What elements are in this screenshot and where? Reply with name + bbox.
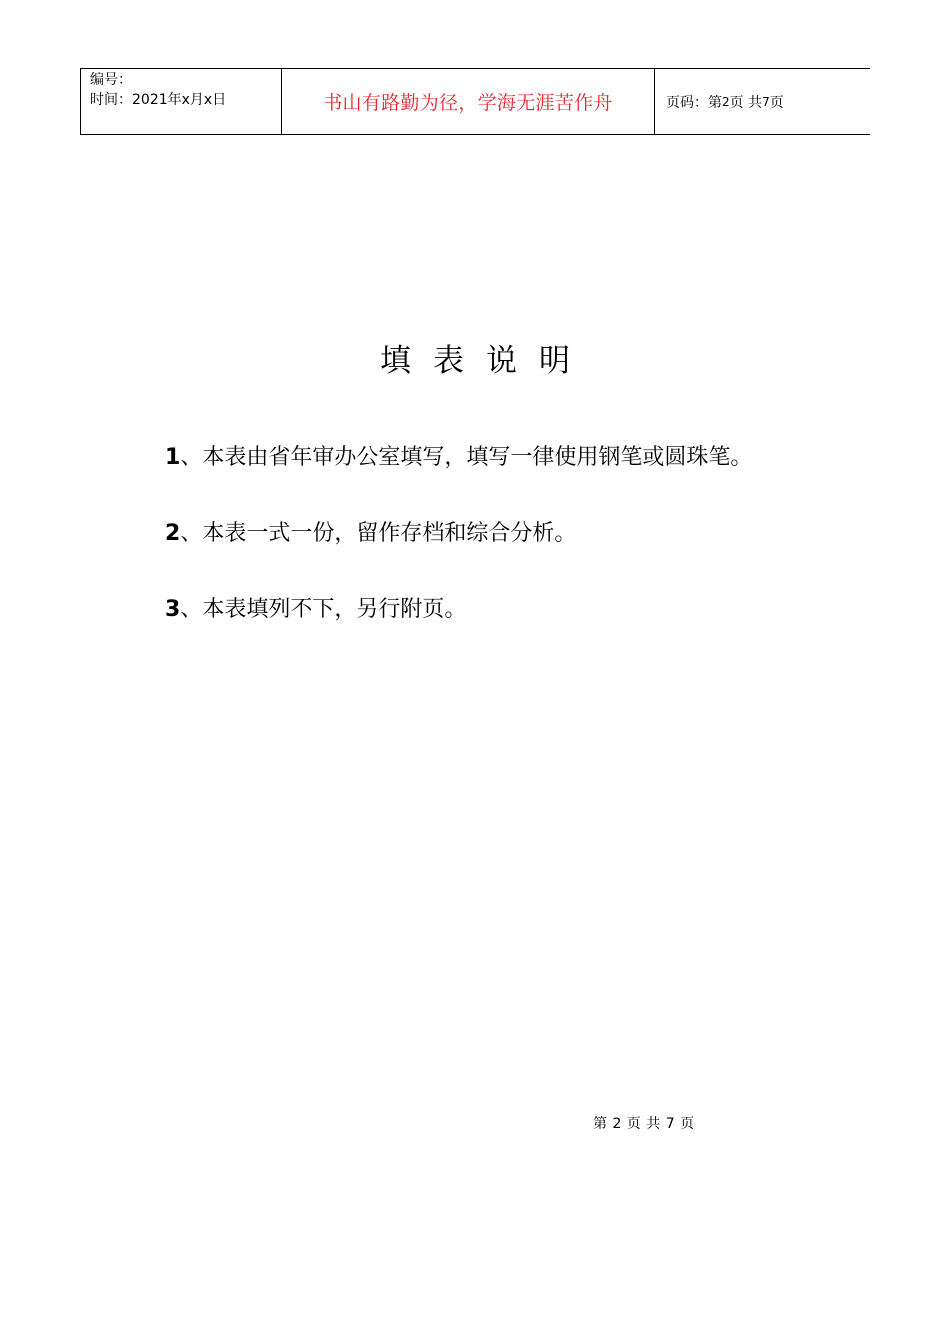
page-suffix: 页 — [769, 94, 784, 111]
instruction-text: 、本表一式一份，留作存档和综合分析。 — [180, 521, 577, 546]
title-char: 说 — [486, 343, 517, 379]
page-mid: 页 共 — [729, 94, 763, 111]
document-header — [80, 68, 870, 135]
instructions-list — [165, 440, 885, 668]
header-motto-cell — [282, 69, 655, 134]
time-value: 2021年x月x日 — [132, 92, 227, 108]
instruction-number: 1 — [165, 445, 181, 470]
page-title — [0, 335, 950, 380]
number-label: 编号： — [90, 72, 132, 88]
instruction-item — [165, 592, 885, 630]
header-info-cell — [81, 69, 282, 134]
motto-text: 书山有路勤为径，学海无涯苦作舟 — [323, 92, 613, 114]
page-label: 页码： — [666, 94, 708, 111]
instruction-number: 2 — [165, 521, 181, 546]
page-total: 7 — [762, 94, 770, 109]
header-page-cell — [655, 69, 870, 134]
title-char: 填 — [380, 343, 411, 379]
page-footer: 第 2 页 共 7 页 — [593, 1116, 695, 1132]
instruction-text: 、本表由省年审办公室填写，填写一律使用钢笔或圆珠笔。 — [180, 445, 753, 470]
instruction-text: 、本表填列不下，另行附页。 — [180, 597, 467, 622]
time-label: 时间： — [90, 92, 132, 108]
title-char: 表 — [433, 343, 464, 379]
page-prefix: 第 — [708, 94, 722, 111]
instruction-item — [165, 440, 885, 478]
instruction-item — [165, 516, 885, 554]
time-line — [90, 90, 281, 110]
instruction-number: 3 — [165, 597, 181, 622]
title-char: 明 — [539, 343, 570, 379]
page-current: 2 — [722, 94, 730, 109]
